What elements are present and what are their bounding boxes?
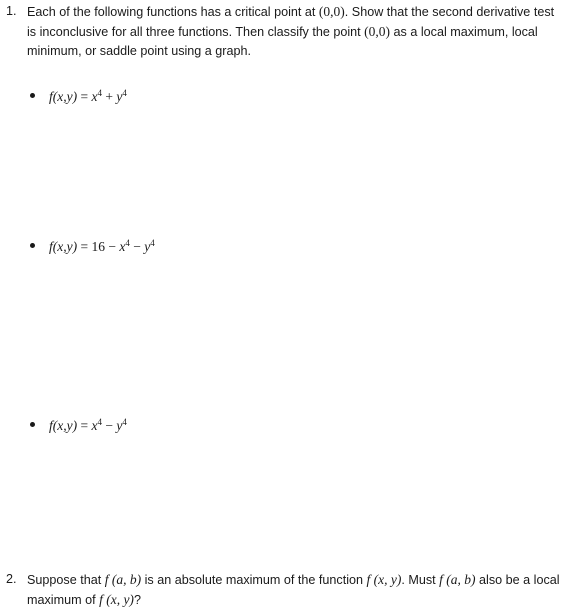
bullet-icon	[30, 243, 35, 248]
function-args: (x,y)	[52, 89, 78, 104]
function-args: (x,y)	[52, 418, 78, 433]
exponent: 4	[122, 88, 127, 98]
problem-text: Suppose that f (a, b) is an absolute maximum of the function f (x, y). Must f (a, b) also be a local maximum of f (x, y)?	[27, 572, 560, 607]
function-name: f	[49, 239, 53, 254]
function-args: (x,y)	[52, 239, 78, 254]
operator: +	[102, 89, 117, 104]
equals-sign: =	[77, 418, 92, 433]
variable: x	[119, 239, 126, 254]
operator: −	[129, 239, 145, 254]
problem-text: Each of the following functions has a critical point at (0,0). Show that the second derivative test is inconclusive for all three functions. Then classify the point (0,0) as a local maximum, local minimum, or saddle point using a graph.	[27, 4, 555, 58]
variable: y	[116, 89, 123, 104]
bullet-icon	[30, 422, 35, 427]
bullet-icon	[30, 93, 35, 98]
variable: x	[91, 418, 98, 433]
variable: y	[144, 239, 151, 254]
function-name: f	[49, 89, 53, 104]
math-point: (0,0)	[318, 4, 345, 19]
equals-sign: =	[77, 239, 92, 254]
problem-number: 2.	[6, 572, 17, 586]
math-fab: f (a, b)	[104, 572, 142, 587]
variable: x	[91, 89, 98, 104]
problem-2	[6, 570, 564, 610]
exponent: 4	[122, 417, 127, 427]
function-name: f	[49, 418, 53, 433]
exponent: 4	[97, 417, 102, 427]
problem-1	[6, 2, 564, 61]
math-fab: f (a, b)	[439, 572, 476, 587]
function-expression	[49, 87, 127, 106]
exponent: 4	[97, 88, 102, 98]
function-expression	[49, 237, 155, 256]
variable: y	[116, 418, 123, 433]
function-expression	[49, 416, 127, 435]
math-fxy: f (x, y)	[366, 572, 402, 587]
operator: 16 −	[91, 239, 120, 254]
math-point: (0,0)	[364, 24, 391, 39]
problem-number: 1.	[6, 4, 17, 18]
exponent: 4	[150, 238, 155, 248]
math-fxy: f (x, y)	[99, 592, 134, 607]
equals-sign: =	[77, 89, 92, 104]
exponent: 4	[125, 238, 130, 248]
operator: −	[102, 418, 117, 433]
